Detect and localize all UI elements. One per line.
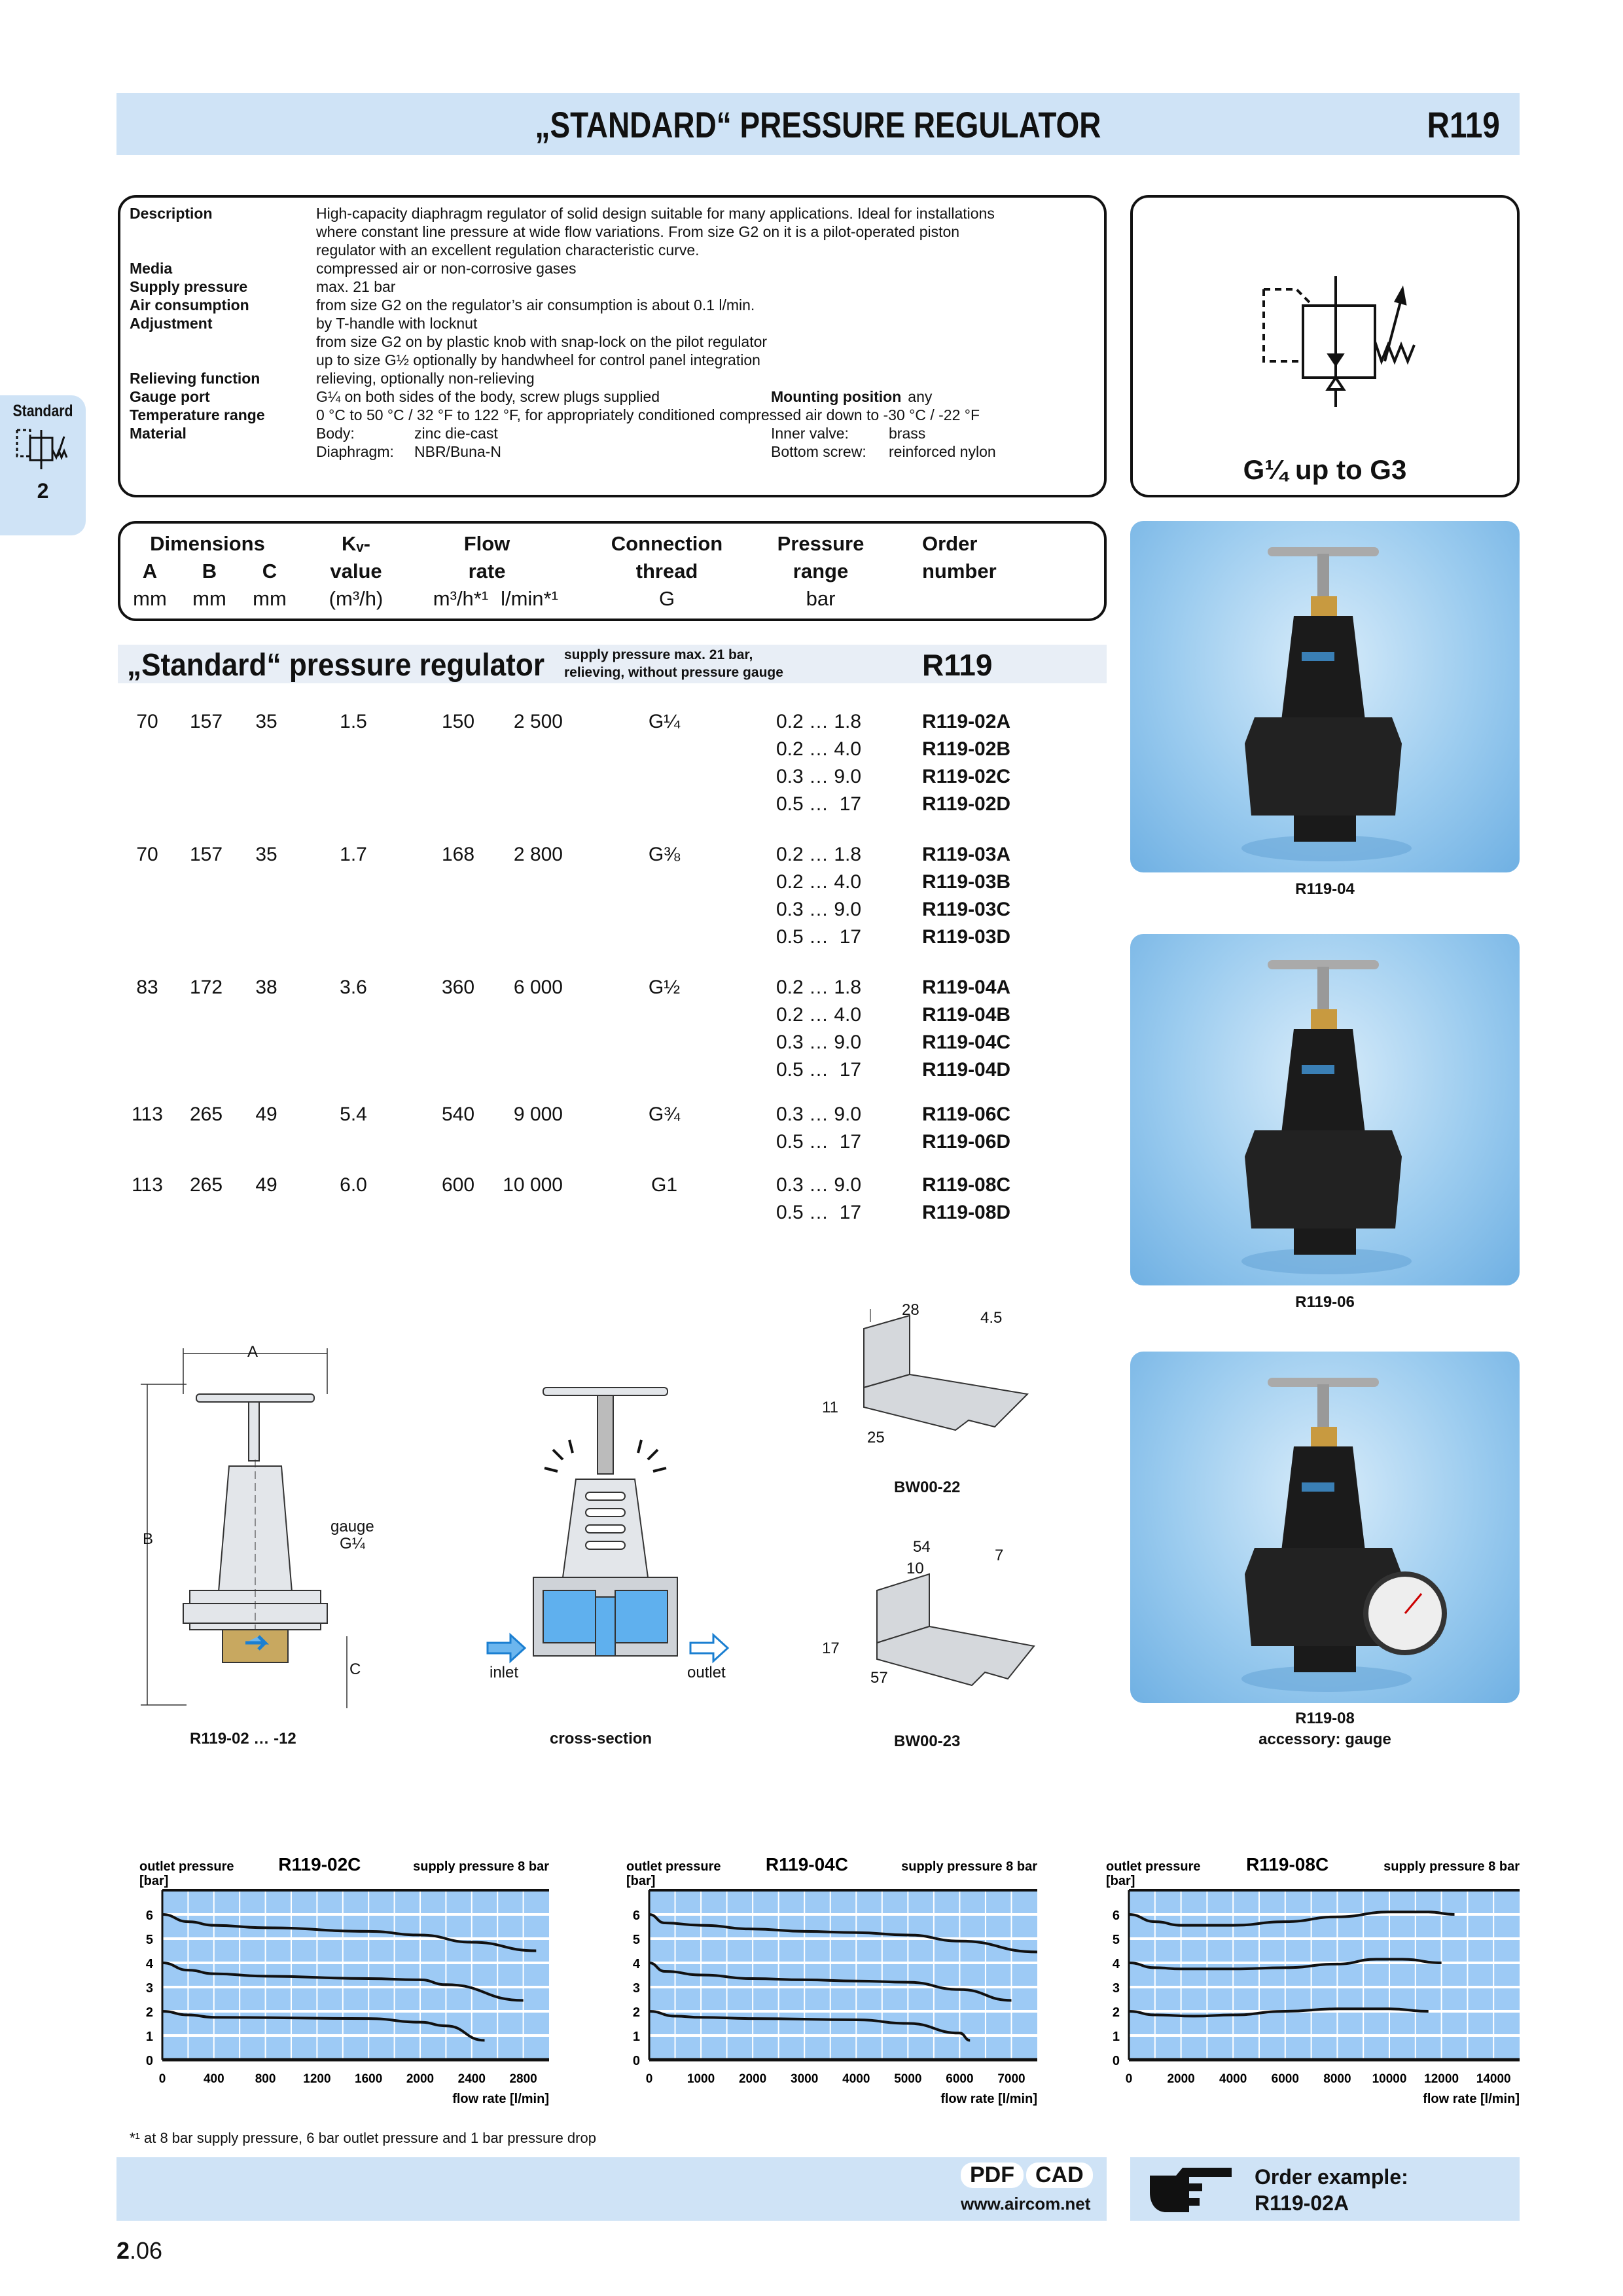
y-tick-label: 6 xyxy=(632,1909,640,1923)
cell-order-number[interactable]: R119-04C xyxy=(922,1031,1011,1053)
x-tick-label: 0 xyxy=(645,2072,653,2086)
spec-key: Adjustment xyxy=(130,315,213,332)
spec-value xyxy=(316,314,1095,369)
x-tick-label: 0 xyxy=(1125,2072,1133,2086)
material-value: brass xyxy=(889,425,926,442)
spec-line: from size G2 on by plastic knob with snap-lock on the pilot regulator xyxy=(316,333,768,350)
chart-title: R119-02C xyxy=(278,1854,361,1874)
x-tick-label: 6000 xyxy=(1271,2072,1299,2086)
section-note-line: relieving, without pressure gauge xyxy=(564,665,783,680)
product-photo-r119-08 xyxy=(1130,1352,1520,1703)
cell-pressure-range: 0.3 … 9.0 xyxy=(776,1103,862,1125)
x-tick-label: 2000 xyxy=(738,2072,767,2086)
cell-pressure-range: 0.3 … 9.0 xyxy=(776,1031,862,1053)
spec-row xyxy=(130,259,1095,278)
cell-order-number[interactable]: R119-06D xyxy=(922,1131,1011,1153)
col-kv: value xyxy=(330,560,382,583)
cell-pressure-range: 0.2 … 1.8 xyxy=(776,711,862,732)
cell-pressure-range: 0.5 … 17 xyxy=(776,1131,862,1153)
cell-order-number[interactable]: R119-02B xyxy=(922,738,1011,760)
x-axis-label: flow rate [l/min] xyxy=(940,2092,1037,2106)
page-title: „STANDARD“ PRESSURE REGULATOR xyxy=(535,104,1101,145)
table-column-header xyxy=(118,521,1107,621)
section-code: R119 xyxy=(922,648,993,682)
x-tick-label: 7000 xyxy=(997,2072,1026,2086)
dimension-label: 54 xyxy=(913,1538,931,1556)
cell-m3h: 360 xyxy=(441,977,475,998)
cell-pressure-range: 0.2 … 1.8 xyxy=(776,977,862,998)
gauge-port-label xyxy=(330,1518,374,1552)
cell-b: 157 xyxy=(189,844,223,865)
x-axis-label: flow rate [l/min] xyxy=(1423,2092,1520,2106)
y-tick-label: 0 xyxy=(145,2054,153,2068)
cell-order-number[interactable]: R119-03C xyxy=(922,899,1011,920)
x-axis-label: flow rate [l/min] xyxy=(452,2092,549,2106)
cell-pressure-range: 0.2 … 4.0 xyxy=(776,738,862,760)
side-tab-label: Standard xyxy=(12,402,73,420)
y-tick-label: 0 xyxy=(632,2054,640,2068)
dimension-label: 7 xyxy=(995,1547,1004,1564)
flow-chart-R119-04C xyxy=(610,1825,1050,2112)
spec-value xyxy=(316,369,1095,387)
cell-order-number[interactable]: R119-08D xyxy=(922,1202,1011,1223)
cell-b: 172 xyxy=(189,977,223,998)
dimension-label: 4.5 xyxy=(980,1309,1003,1327)
cell-pressure-range: 0.2 … 4.0 xyxy=(776,871,862,893)
y-tick-label: 0 xyxy=(1112,2054,1120,2068)
material-value: NBR/Buna-N xyxy=(414,443,501,460)
col-unit: G xyxy=(658,587,675,610)
col-c: C xyxy=(262,560,277,583)
cross-section-drawing xyxy=(478,1374,740,1689)
cell-m3h: 540 xyxy=(441,1103,475,1125)
cell-m3h: 600 xyxy=(441,1174,475,1196)
flow-chart-R119-08C xyxy=(1090,1825,1533,2112)
chart-title: R119-04C xyxy=(765,1854,848,1874)
spec-key: Media xyxy=(130,260,173,277)
pdf-download-button[interactable]: PDF xyxy=(961,2162,1024,2188)
col-unit: mm xyxy=(253,587,287,610)
cell-kv: 5.4 xyxy=(340,1103,367,1125)
drawing-caption: cross-section xyxy=(550,1730,652,1748)
cell-order-number[interactable]: R119-02C xyxy=(922,766,1011,787)
cell-c: 35 xyxy=(255,844,277,865)
col-unit: mm xyxy=(133,587,167,610)
y-tick-label: 1 xyxy=(1112,2030,1120,2044)
x-tick-label: 1200 xyxy=(303,2072,331,2086)
spec-line: relieving, optionally non-relieving xyxy=(316,370,535,387)
y-tick-label: 6 xyxy=(145,1909,153,1923)
dimension-label: 17 xyxy=(822,1640,840,1657)
x-tick-label: 2000 xyxy=(406,2072,435,2086)
page-number xyxy=(116,2237,162,2265)
y-tick-label: 2 xyxy=(145,2005,153,2020)
dimension-label: 57 xyxy=(870,1669,888,1687)
chart-subtitle: supply pressure 8 bar xyxy=(1383,1859,1520,1874)
y-tick-label: 2 xyxy=(1112,2005,1120,2020)
cell-pressure-range: 0.5 … 17 xyxy=(776,1059,862,1081)
dimension-label: 11 xyxy=(822,1399,838,1416)
product-photo-r119-04 xyxy=(1130,521,1520,872)
cell-thread: G1 xyxy=(651,1174,678,1196)
dimension-label: 25 xyxy=(867,1429,885,1446)
x-tick-label: 12000 xyxy=(1424,2072,1459,2086)
spec-value xyxy=(316,259,1095,278)
product-photo-r119-06 xyxy=(1130,934,1520,1285)
cell-c: 49 xyxy=(255,1174,277,1196)
x-tick-label: 3000 xyxy=(791,2072,819,2086)
col-order: Order xyxy=(922,532,978,555)
dimension-label: 28 xyxy=(902,1301,919,1319)
material-label: Diaphragm: xyxy=(316,443,394,460)
spec-row xyxy=(130,296,1095,314)
cell-lmin: 6 000 xyxy=(513,977,563,998)
spec-row-material xyxy=(130,424,1095,461)
cell-pressure-range: 0.5 … 17 xyxy=(776,793,862,815)
material-label: Bottom screw: xyxy=(771,443,866,460)
y-tick-label: 4 xyxy=(632,1957,640,1971)
y-axis-unit: [bar] xyxy=(1106,1874,1135,1888)
gauge-label: gauge xyxy=(330,1518,374,1535)
cell-lmin: 2 500 xyxy=(513,711,563,732)
cell-b: 265 xyxy=(189,1103,223,1125)
cell-pressure-range: 0.3 … 9.0 xyxy=(776,1174,862,1196)
spec-key: Material xyxy=(130,425,187,442)
cell-kv: 6.0 xyxy=(340,1174,367,1196)
section-title: „Standard“ pressure regulator xyxy=(127,648,545,683)
y-tick-label: 3 xyxy=(145,1981,153,1996)
product-code: R119 xyxy=(1427,104,1500,145)
col-unit: mm xyxy=(192,587,226,610)
cell-pressure-range: 0.5 … 17 xyxy=(776,1202,862,1223)
cell-a: 113 xyxy=(132,1174,163,1196)
cell-order-number[interactable]: R119-02A xyxy=(922,711,1011,732)
y-tick-label: 6 xyxy=(1112,1909,1120,1923)
spec-line: regulator with an excellent regulation characteristic curve. xyxy=(316,242,700,259)
col-flow: rate xyxy=(468,560,506,583)
spec-line: High-capacity diaphragm regulator of solid design suitable for many applications. Ideal for installations xyxy=(316,205,995,222)
y-tick-label: 4 xyxy=(145,1957,153,1971)
spec-key: Mounting position xyxy=(771,388,902,405)
drawing-caption: BW00-23 xyxy=(894,1732,961,1750)
x-tick-label: 4000 xyxy=(1219,2072,1247,2086)
x-tick-label: 6000 xyxy=(946,2072,974,2086)
cell-pressure-range: 0.2 … 1.8 xyxy=(776,844,862,865)
website-link[interactable]: www.aircom.net xyxy=(961,2194,1091,2214)
section-note-line: supply pressure max. 21 bar, xyxy=(564,647,753,662)
col-kv: Kᵥ- xyxy=(342,532,370,555)
section-note xyxy=(564,646,783,681)
cell-order-number[interactable]: R119-04B xyxy=(922,1004,1011,1026)
cell-pressure-range: 0.2 … 4.0 xyxy=(776,1004,862,1026)
cell-m3h: 150 xyxy=(441,711,475,732)
col-connection: thread xyxy=(635,560,698,583)
spec-line: by T-handle with locknut xyxy=(316,315,478,332)
cell-order-number[interactable]: R119-04D xyxy=(922,1059,1011,1081)
y-axis-label: outlet pressure xyxy=(626,1859,721,1874)
inlet-label: inlet xyxy=(490,1664,519,1681)
spec-key: Supply pressure xyxy=(130,278,248,295)
section-header xyxy=(118,645,1107,683)
col-dimensions: Dimensions xyxy=(150,532,265,555)
col-b: B xyxy=(202,560,217,583)
cell-order-number[interactable]: R119-08C xyxy=(922,1174,1011,1196)
dimension-label: 10 xyxy=(906,1560,924,1577)
y-tick-label: 3 xyxy=(1112,1981,1120,1996)
flow-chart-R119-02C xyxy=(123,1825,562,2112)
dimension-c-label: C xyxy=(349,1660,361,1678)
size-range-label: G¼ up to G3 xyxy=(1243,454,1407,485)
photo-caption: R119-06 xyxy=(1295,1293,1355,1311)
footer-bar xyxy=(116,2157,1107,2221)
col-connection: Connection xyxy=(611,532,723,555)
cell-a: 83 xyxy=(136,977,158,998)
col-unit: l/min*¹ xyxy=(501,587,558,610)
chart-subtitle: supply pressure 8 bar xyxy=(901,1859,1037,1874)
material-value: reinforced nylon xyxy=(889,443,996,460)
x-tick-label: 400 xyxy=(203,2072,224,2086)
x-tick-label: 2000 xyxy=(1167,2072,1195,2086)
x-tick-label: 800 xyxy=(255,2072,276,2086)
spec-key: Description xyxy=(130,205,213,222)
material-label: Body: xyxy=(316,425,355,442)
cell-a: 113 xyxy=(132,1103,163,1125)
regulator-symbol-icon xyxy=(10,423,76,476)
x-tick-label: 0 xyxy=(158,2072,166,2086)
page-chapter: 2 xyxy=(116,2237,130,2264)
x-tick-label: 10000 xyxy=(1372,2072,1407,2086)
spec-row xyxy=(130,204,1095,259)
material-value: zinc die-cast xyxy=(414,425,498,442)
cell-pressure-range: 0.3 … 9.0 xyxy=(776,899,862,920)
spec-row xyxy=(130,278,1095,296)
cell-kv: 1.5 xyxy=(340,711,367,732)
col-unit: m³/h*¹ xyxy=(433,587,489,610)
cell-lmin: 2 800 xyxy=(513,844,563,865)
pressure-regulator-symbol-icon xyxy=(1251,263,1421,407)
order-example-bar xyxy=(1130,2157,1520,2221)
x-tick-label: 8000 xyxy=(1323,2072,1351,2086)
gauge-size: G¼ xyxy=(340,1535,365,1552)
bracket-bw00-22-drawing xyxy=(831,1309,1041,1440)
cell-order-number[interactable]: R119-06C xyxy=(922,1103,1011,1125)
cell-thread: G¼ xyxy=(648,711,681,732)
y-tick-label: 5 xyxy=(145,1933,153,1947)
photo-caption: R119-04 xyxy=(1295,880,1355,898)
spec-row-gauge-port xyxy=(130,387,1095,406)
col-flow: Flow xyxy=(463,532,510,555)
col-unit: (m³/h) xyxy=(329,587,383,610)
drawing-caption: BW00-22 xyxy=(894,1479,961,1496)
x-tick-label: 5000 xyxy=(894,2072,922,2086)
spec-key: Gauge port xyxy=(130,388,210,405)
y-tick-label: 4 xyxy=(1112,1957,1120,1971)
spec-value xyxy=(316,296,1095,314)
material-label: Inner valve: xyxy=(771,425,849,442)
spec-line: where constant line pressure at wide flow variations. From size G2 on it is a pilot-operated piston xyxy=(316,223,960,240)
spec-value: 0 °C to 50 °C / 32 °F to 122 °F, for appropriately conditioned compressed air down to -30 °C / -22 °F xyxy=(316,406,980,423)
cell-c: 49 xyxy=(255,1103,277,1125)
y-axis-unit: [bar] xyxy=(626,1874,656,1888)
cell-kv: 1.7 xyxy=(340,844,367,865)
cell-pressure-range: 0.3 … 9.0 xyxy=(776,766,862,787)
x-tick-label: 14000 xyxy=(1476,2072,1511,2086)
cell-lmin: 9 000 xyxy=(513,1103,563,1125)
drawing-caption: R119-02 … -12 xyxy=(190,1730,296,1748)
dimension-b-label: B xyxy=(143,1530,154,1548)
chart-title: R119-08C xyxy=(1246,1854,1329,1874)
cell-thread: G½ xyxy=(648,977,681,998)
y-tick-label: 3 xyxy=(632,1981,640,1996)
y-tick-label: 1 xyxy=(145,2030,153,2044)
spec-value xyxy=(316,278,1095,296)
cell-order-number[interactable]: R119-03B xyxy=(922,871,1011,893)
page-index: .06 xyxy=(130,2237,163,2264)
cell-order-number[interactable]: R119-04A xyxy=(922,977,1011,998)
cell-order-number[interactable]: R119-03D xyxy=(922,926,1011,948)
chart-subtitle: supply pressure 8 bar xyxy=(413,1859,549,1874)
spec-row xyxy=(130,369,1095,387)
y-tick-label: 1 xyxy=(632,2030,640,2044)
spec-value: any xyxy=(908,388,933,405)
cell-c: 35 xyxy=(255,711,277,732)
cell-m3h: 168 xyxy=(441,844,475,865)
col-a: A xyxy=(142,560,158,583)
spec-key: Relieving function xyxy=(130,370,260,387)
side-tab-standard[interactable] xyxy=(0,395,86,535)
spec-row xyxy=(130,314,1095,369)
cell-kv: 3.6 xyxy=(340,977,367,998)
photo-caption: R119-08 xyxy=(1295,1710,1355,1727)
cell-thread: G⅜ xyxy=(648,844,681,865)
spec-row-temperature xyxy=(130,406,1095,424)
page-header xyxy=(116,93,1520,155)
spec-line: up to size G½ optionally by handwheel for control panel integration xyxy=(316,351,760,368)
cell-thread: G¾ xyxy=(648,1103,681,1125)
y-tick-label: 2 xyxy=(632,2005,640,2020)
y-axis-label: outlet pressure xyxy=(139,1859,234,1874)
cell-b: 265 xyxy=(189,1174,223,1196)
order-example-value: R119-02A xyxy=(1255,2191,1349,2215)
dimension-a-label: A xyxy=(247,1343,259,1361)
x-tick-label: 1600 xyxy=(355,2072,383,2086)
chapter-number: 2 xyxy=(37,479,49,503)
y-tick-label: 5 xyxy=(632,1933,640,1947)
spec-key: Temperature range xyxy=(130,406,265,423)
col-order: number xyxy=(922,560,997,583)
x-tick-label: 4000 xyxy=(842,2072,870,2086)
footnote: *¹ at 8 bar supply pressure, 6 bar outlet pressure and 1 bar pressure drop xyxy=(130,2130,596,2146)
cell-c: 38 xyxy=(255,977,277,998)
spec-value: G¼ on both sides of the body, screw plugs supplied xyxy=(316,388,660,405)
y-axis-unit: [bar] xyxy=(139,1874,169,1888)
cell-a: 70 xyxy=(136,711,158,732)
spec-line: max. 21 bar xyxy=(316,278,396,295)
col-pressure: range xyxy=(793,560,849,583)
cell-b: 157 xyxy=(189,711,223,732)
cell-order-number[interactable]: R119-02D xyxy=(922,793,1011,815)
y-axis-label: outlet pressure xyxy=(1106,1859,1201,1874)
outlet-label: outlet xyxy=(687,1664,726,1681)
specifications-box xyxy=(118,195,1107,497)
x-tick-label: 1000 xyxy=(687,2072,715,2086)
spec-line: compressed air or non-corrosive gases xyxy=(316,260,577,277)
cell-a: 70 xyxy=(136,844,158,865)
spec-key: Air consumption xyxy=(130,296,249,314)
x-tick-label: 2400 xyxy=(457,2072,486,2086)
pointing-hand-icon xyxy=(1143,2162,1235,2217)
symbol-box xyxy=(1130,195,1520,497)
order-example-label: Order example: xyxy=(1255,2165,1408,2189)
cad-download-button[interactable]: CAD xyxy=(1026,2162,1093,2188)
col-pressure: Pressure xyxy=(777,532,865,555)
cell-order-number[interactable]: R119-03A xyxy=(922,844,1011,865)
spec-value xyxy=(316,204,1095,259)
col-unit: bar xyxy=(806,587,836,610)
photo-caption: accessory: gauge xyxy=(1258,1731,1391,1748)
y-tick-label: 5 xyxy=(1112,1933,1120,1947)
cell-pressure-range: 0.5 … 17 xyxy=(776,926,862,948)
x-tick-label: 2800 xyxy=(509,2072,537,2086)
spec-line: from size G2 on the regulator’s air consumption is about 0.1 l/min. xyxy=(316,296,755,314)
cell-lmin: 10 000 xyxy=(503,1174,563,1196)
